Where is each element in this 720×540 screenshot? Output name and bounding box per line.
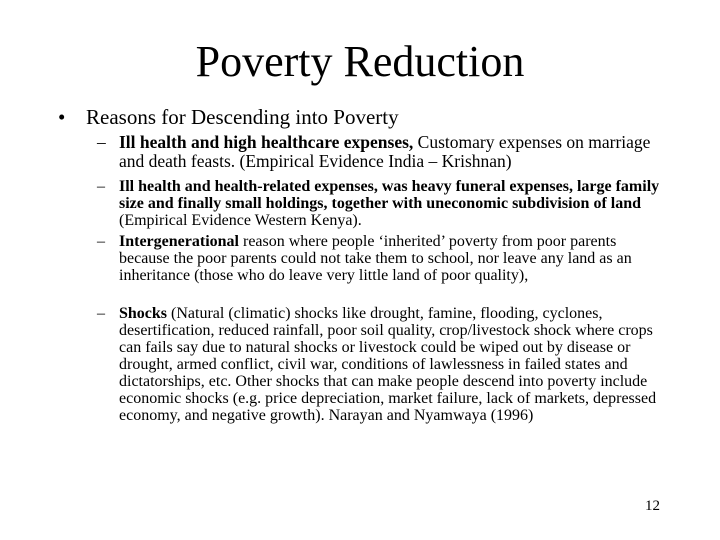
main-bullet-text: Reasons for Descending into Poverty [86, 105, 399, 129]
page-number: 12 [645, 498, 660, 514]
sub-item-bold: Ill health and health-related expenses, was heavy funeral expenses, large family size and finally small holdings, together with uneconomic subdivision of land [119, 178, 660, 212]
dash-mark: – [97, 305, 105, 322]
sub-item-rest: reason where people ‘inherited’ poverty from poor parents because the poor parents could not take them to school, nor leave any land as an inheritance (those who do leave very little land of poor quality), [119, 233, 632, 284]
sub-item-text [119, 133, 667, 171]
dash-mark: – [97, 233, 105, 250]
slide-title: Poverty Reduction [195, 37, 525, 86]
sub-item-rest: (Empirical Evidence Western Kenya). [119, 212, 362, 229]
bullet-mark: • [58, 105, 66, 129]
sub-item-text [119, 305, 667, 424]
sub-item-bold: Shocks [119, 305, 168, 322]
dash-mark: – [97, 132, 106, 152]
sub-item-india [97, 133, 667, 171]
sub-item-rest: Customary expenses on marriage and death feasts. (Empirical Evidence India – Krishnan) [119, 132, 651, 171]
sub-item-text [119, 233, 667, 284]
dash-mark: – [97, 178, 105, 195]
sub-item-bold: Intergenerational [119, 233, 239, 250]
sub-item-rest: (Natural (climatic) shocks like drought, famine, flooding, cyclones, desertification, reduced rainfall, poor soil quality, crop/livestock shock where crops can fails say due to natural shocks or livestock could be wiped out by disease or drought, armed conflict, civil war, conditions of lawlessness in failed states and dictatorships, etc. Other shocks that can make people descend into poverty include economic shocks (e.g. price depreciation, market failure, lack of markets, depressed economy, and negative growth). Narayan and Nyamwaya (1996) [119, 305, 657, 424]
sub-item-intergenerational [97, 233, 667, 284]
sub-item-shocks [97, 305, 667, 424]
sub-item-bold: Ill health and high healthcare expenses, [119, 132, 414, 152]
sub-item-kenya [97, 178, 667, 229]
sub-item-text [119, 178, 667, 229]
